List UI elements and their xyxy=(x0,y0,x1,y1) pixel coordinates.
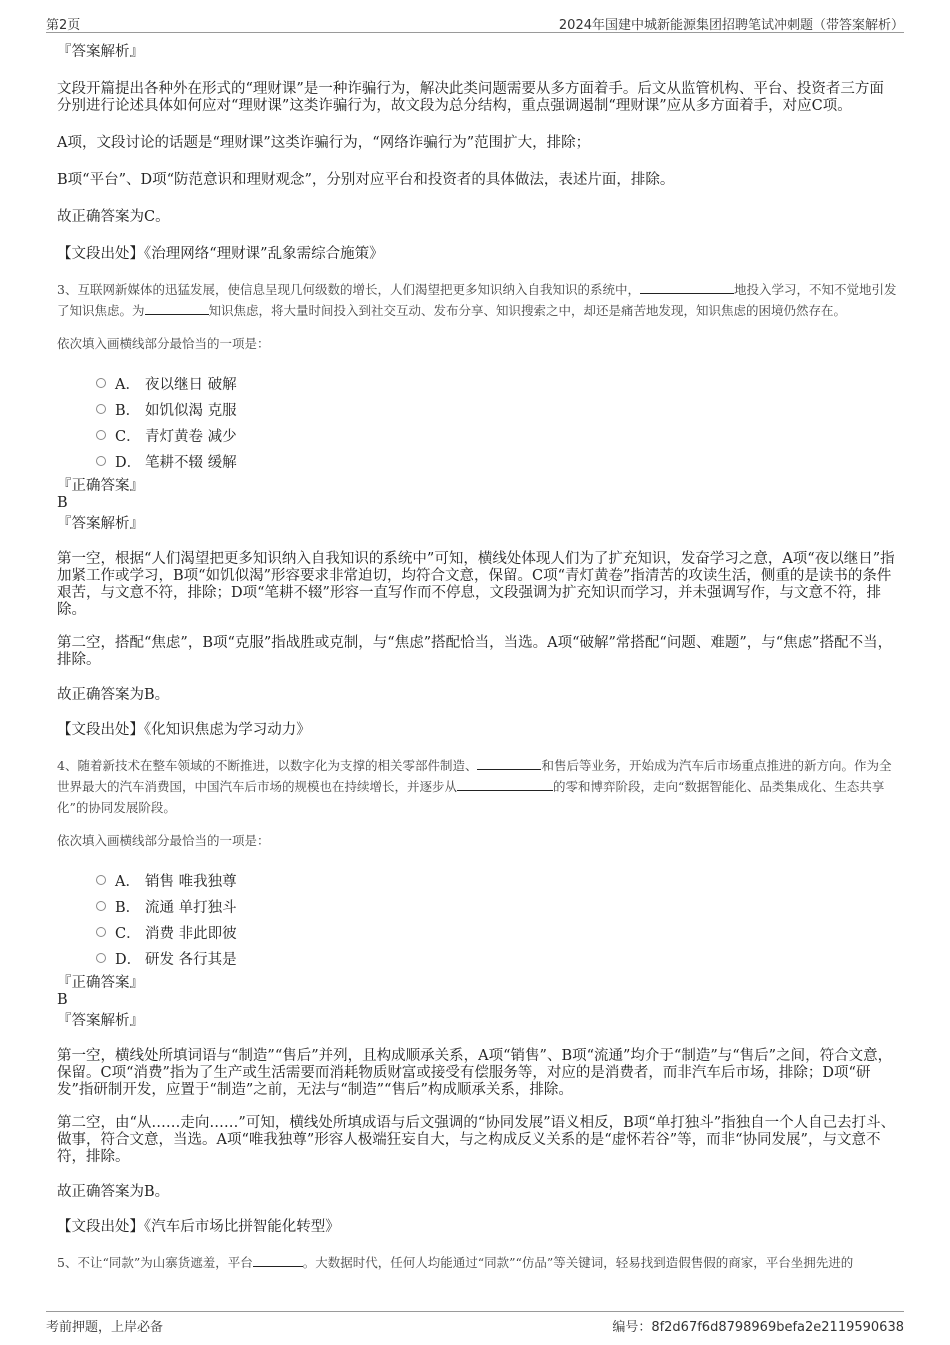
option-b[interactable]: B． 流通 单打独斗 xyxy=(96,893,897,919)
answer-blank xyxy=(640,281,734,294)
analysis-label: 『答案解析』 xyxy=(57,1013,144,1029)
page-footer xyxy=(46,1311,904,1334)
option-b[interactable]: B． 如饥似渴 克服 xyxy=(96,396,897,422)
answer-label: 『正确答案』 xyxy=(57,975,144,991)
q4-answer: B xyxy=(57,992,68,1008)
footer-slogan: 考前押题，上岸必备 xyxy=(46,1320,164,1335)
source-label: 【文段出处】 xyxy=(57,722,144,738)
answer-blank xyxy=(477,757,541,770)
q2-analysis-p1: 文段开篇提出各种外在形式的“理财课”是一种诈骗行为，解决此类问题需要从多方面着手。后文从监管机构、平台、投资者三方面分别进行论述具体如何应对“理财课”这类诈骗行为，故文段为总分结构，重点强调遏制“理财课”应从多方面着手，对应C项。 xyxy=(57,81,884,114)
source-label: 【文段出处】 xyxy=(57,246,144,262)
q2-analysis-p2: A项，文段讨论的话题是“理财课”这类诈骗行为，“网络诈骗行为”范围扩大，排除； xyxy=(57,135,591,151)
fill-prompt: 依次填入画横线部分最恰当的一项是： xyxy=(57,336,270,351)
q4-analysis-p2: 第二空，由“从……走向……”可知，横线处所填成语与后文强调的“协同发展”语义相反，B项“单打独斗”指独自一个人自己去打斗、做事，符合文意，当选。A项“唯我独尊”形容人极端狂妄自大，与之构成反义关系的是“虚怀若谷”等，而非“协同发展”，与文意不符，排除。 xyxy=(57,1115,896,1165)
option-d[interactable]: D． 笔耕不辍 缓解 xyxy=(96,448,897,474)
radio-icon[interactable] xyxy=(96,378,106,388)
page-number: 第2页 xyxy=(46,18,81,33)
answer-label: 『正确答案』 xyxy=(57,478,144,494)
q4-conclusion: 故正确答案为B。 xyxy=(57,1184,170,1200)
answer-blank xyxy=(145,302,209,315)
option-c[interactable]: C． 青灯黄卷 减少 xyxy=(96,422,897,448)
answer-blank xyxy=(457,778,553,791)
q2-source xyxy=(57,246,897,263)
option-c[interactable]: C． 消费 非此即彼 xyxy=(96,919,897,945)
analysis-label: 『答案解析』 xyxy=(57,44,144,60)
radio-icon[interactable] xyxy=(96,404,106,414)
q3-analysis-p2: 第二空，搭配“焦虑”，B项“克服”指战胜或克制，与“焦虑”搭配恰当，当选。A项“破解”常搭配“问题、难题”，与“焦虑”搭配不当，排除。 xyxy=(57,635,893,668)
q3-conclusion: 故正确答案为B。 xyxy=(57,687,170,703)
source-label: 【文段出处】 xyxy=(57,1219,144,1235)
radio-icon[interactable] xyxy=(96,456,106,466)
question-3-options xyxy=(57,370,897,474)
page-header xyxy=(46,12,904,33)
document-title: 2024年国建中城新能源集团招聘笔试冲刺题（带答案解析） xyxy=(558,18,904,33)
source-title: 《汽车后市场比拼智能化转型》 xyxy=(144,1219,340,1235)
q2-conclusion: 故正确答案为C。 xyxy=(57,209,170,225)
q2-analysis-p3: B项“平台”、D项“防范意识和理财观念”，分别对应平台和投资者的具体做法，表述片面，排除。 xyxy=(57,172,675,188)
q3-analysis-p1: 第一空，根据“人们渴望把更多知识纳入自我知识的系统中”可知，横线处体现人们为了扩充知识，发奋学习之意，A项“夜以继日”指加紧工作或学习，B项“如饥似渴”形容要求非常迫切，均符合文意，保留。C项“青灯黄卷”指清苦的攻读生活，侧重的是读书的条件艰苦，与文意不符，排除；D项“笔耕不辍”形容一直写作而不停息，文段强调为扩充知识而学习，并未强调写作，与文意不符，排除。 xyxy=(57,551,895,618)
question-4-stem: 4、随着新技术在整车领域的不断推进，以数字化为支撑的相关零部件制造、 和售后等业务，开始成为汽车后市场重点推进的新方向。作为全世界最大的汽车消费国，中国汽车后市场的规模也在持续增长，并逐步从 的零和博弈阶段，走向“数据智能化、品类集成化、生态共享化”的协同发展阶段。 xyxy=(57,758,892,815)
q3-source xyxy=(57,722,897,739)
q4-source xyxy=(57,1219,897,1236)
source-title: 《治理网络“理财课”乱象需综合施策》 xyxy=(144,246,384,262)
answer-blank xyxy=(253,1254,303,1267)
radio-icon[interactable] xyxy=(96,875,106,885)
q3-answer: B xyxy=(57,495,68,511)
radio-icon[interactable] xyxy=(96,953,106,963)
document-body xyxy=(57,44,897,1273)
option-a[interactable]: A． 销售 唯我独尊 xyxy=(96,867,897,893)
radio-icon[interactable] xyxy=(96,927,106,937)
q4-analysis-p1: 第一空，横线处所填词语与“制造”“售后”并列，且构成顺承关系，A项“销售”、B项“流通”均介于“制造”与“售后”之间，符合文意，保留。C项“消费”指为了生产或生活需要而消耗物质财富或接受有偿服务等，对应的是消费者，而非汽车后市场，排除；D项“研发”指研制开发，应置于“制造”之前，无法与“制造”“售后”构成顺承关系，排除。 xyxy=(57,1048,893,1098)
fill-prompt: 依次填入画横线部分最恰当的一项是： xyxy=(57,833,270,848)
option-d[interactable]: D． 研发 各行其是 xyxy=(96,945,897,971)
analysis-label: 『答案解析』 xyxy=(57,516,144,532)
question-3-stem: 3、互联网新媒体的迅猛发展，使信息呈现几何级数的增长，人们渴望把更多知识纳入自我知识的系统中， 地投入学习，不知不觉地引发了知识焦虑。为 知识焦虑，将大量时间投入到社交互动、发布分享、知识搜索之中，却还是痛苦地发现，知识焦虑的困境仍然存在。 xyxy=(57,282,897,318)
source-title: 《化知识焦虑为学习动力》 xyxy=(144,722,311,738)
document-id: 编号：8f2d67f6d8798969befa2e2119590638 xyxy=(612,1320,904,1335)
radio-icon[interactable] xyxy=(96,430,106,440)
radio-icon[interactable] xyxy=(96,901,106,911)
question-4-options xyxy=(57,867,897,971)
question-5-stem: 5、不让“同款”为山寨货遮羞，平台 。大数据时代，任何人均能通过“同款”“仿品”等关键词，轻易找到造假售假的商家，平台坐拥先进的 xyxy=(57,1255,854,1270)
option-a[interactable]: A． 夜以继日 破解 xyxy=(96,370,897,396)
